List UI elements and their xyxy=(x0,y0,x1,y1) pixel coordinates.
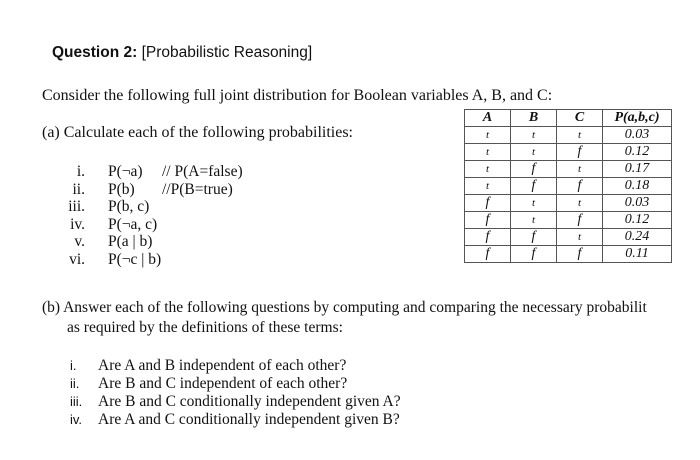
cell-c: t xyxy=(557,161,603,178)
table-row xyxy=(465,195,672,212)
item-number: iv. xyxy=(70,412,83,427)
list-item xyxy=(70,163,243,181)
cell-c: t xyxy=(557,127,603,144)
part-b-line-2: as required by the definitions of these terms: xyxy=(67,319,343,336)
cell-c: f xyxy=(557,246,603,263)
item-number: i. xyxy=(76,163,85,180)
item-number: ii. xyxy=(70,376,80,391)
item-number: iii. xyxy=(68,198,85,215)
cell-probability: 0.11 xyxy=(603,246,672,263)
item-note: // P(A=false) xyxy=(162,163,243,180)
joint-distribution-table xyxy=(464,109,672,263)
item-expression: P(b) xyxy=(108,180,135,198)
cell-b: f xyxy=(511,229,557,246)
item-number: vi. xyxy=(69,250,85,268)
table-row xyxy=(465,161,672,178)
part-b-list xyxy=(70,357,401,429)
cell-c: t xyxy=(557,195,603,212)
table-row xyxy=(465,178,672,195)
cell-probability: 0.12 xyxy=(603,144,672,161)
cell-a: t xyxy=(465,127,511,144)
table-header-row xyxy=(465,110,672,127)
cell-c: f xyxy=(557,144,603,161)
table-row xyxy=(465,229,672,246)
cell-probability: 0.12 xyxy=(603,212,672,229)
item-expression: P(¬a, c) xyxy=(108,215,158,233)
header-probability: P(a,b,c) xyxy=(603,110,672,127)
header-b: B xyxy=(511,110,557,127)
list-item xyxy=(70,411,401,429)
header-c: C xyxy=(557,110,603,127)
list-item xyxy=(70,375,401,393)
cell-a: t xyxy=(465,144,511,161)
item-text: Are B and C independent of each other? xyxy=(98,375,348,392)
cell-b: f xyxy=(511,161,557,178)
cell-a: f xyxy=(465,229,511,246)
item-expression: P(¬c | b) xyxy=(108,250,162,268)
item-expression: P(a | b) xyxy=(108,233,153,250)
cell-b: t xyxy=(511,195,557,212)
cell-probability: 0.17 xyxy=(603,161,672,178)
cell-a: f xyxy=(465,246,511,263)
part-a-list xyxy=(68,163,243,268)
cell-probability: 0.03 xyxy=(603,195,672,212)
cell-a: t xyxy=(465,161,511,178)
table-row xyxy=(465,144,672,161)
item-expression: P(b, c) xyxy=(108,198,150,215)
item-number: iv. xyxy=(70,215,85,233)
cell-a: t xyxy=(465,178,511,195)
cell-b: f xyxy=(511,178,557,195)
cell-c: f xyxy=(557,212,603,229)
table-row xyxy=(465,212,672,229)
cell-b: f xyxy=(511,246,557,263)
cell-b: t xyxy=(511,144,557,161)
list-item xyxy=(70,357,401,375)
item-number: v. xyxy=(74,233,85,250)
cell-a: f xyxy=(465,195,511,212)
intro-text: Consider the following full joint distribution for Boolean variables A, B, and C: xyxy=(42,87,553,104)
table-row xyxy=(465,246,672,263)
table-row xyxy=(465,127,672,144)
cell-probability: 0.03 xyxy=(603,127,672,144)
item-note: //P(B=true) xyxy=(162,180,233,198)
cell-c: t xyxy=(557,229,603,246)
question-heading xyxy=(52,44,312,62)
item-text: Are B and C conditionally independent given A? xyxy=(98,393,401,410)
question-number: Question 2: xyxy=(52,44,138,61)
item-number: iii. xyxy=(70,394,83,409)
question-topic: [Probabilistic Reasoning] xyxy=(141,44,313,61)
list-item xyxy=(70,198,161,216)
cell-b: t xyxy=(511,212,557,229)
item-number: i. xyxy=(70,358,77,373)
list-item xyxy=(70,216,161,234)
item-text: Are A and C conditionally independent given B? xyxy=(98,411,400,428)
list-item xyxy=(70,393,401,411)
item-text: Are A and B independent of each other? xyxy=(98,357,347,374)
list-item xyxy=(70,180,233,199)
part-b-text xyxy=(42,298,647,338)
list-item xyxy=(70,251,161,269)
list-item xyxy=(70,233,161,251)
part-a-label: (a) Calculate each of the following probabilities: xyxy=(42,124,353,141)
cell-probability: 0.18 xyxy=(603,178,672,195)
cell-probability: 0.24 xyxy=(603,229,672,246)
item-expression: P(¬a) xyxy=(108,163,143,180)
cell-a: f xyxy=(465,212,511,229)
item-number: ii. xyxy=(72,180,85,198)
part-b-line-1: (b) Answer each of the following questions by computing and comparing the necessary probabilit xyxy=(42,299,647,316)
header-a: A xyxy=(465,110,511,127)
cell-c: f xyxy=(557,178,603,195)
cell-b: t xyxy=(511,127,557,144)
